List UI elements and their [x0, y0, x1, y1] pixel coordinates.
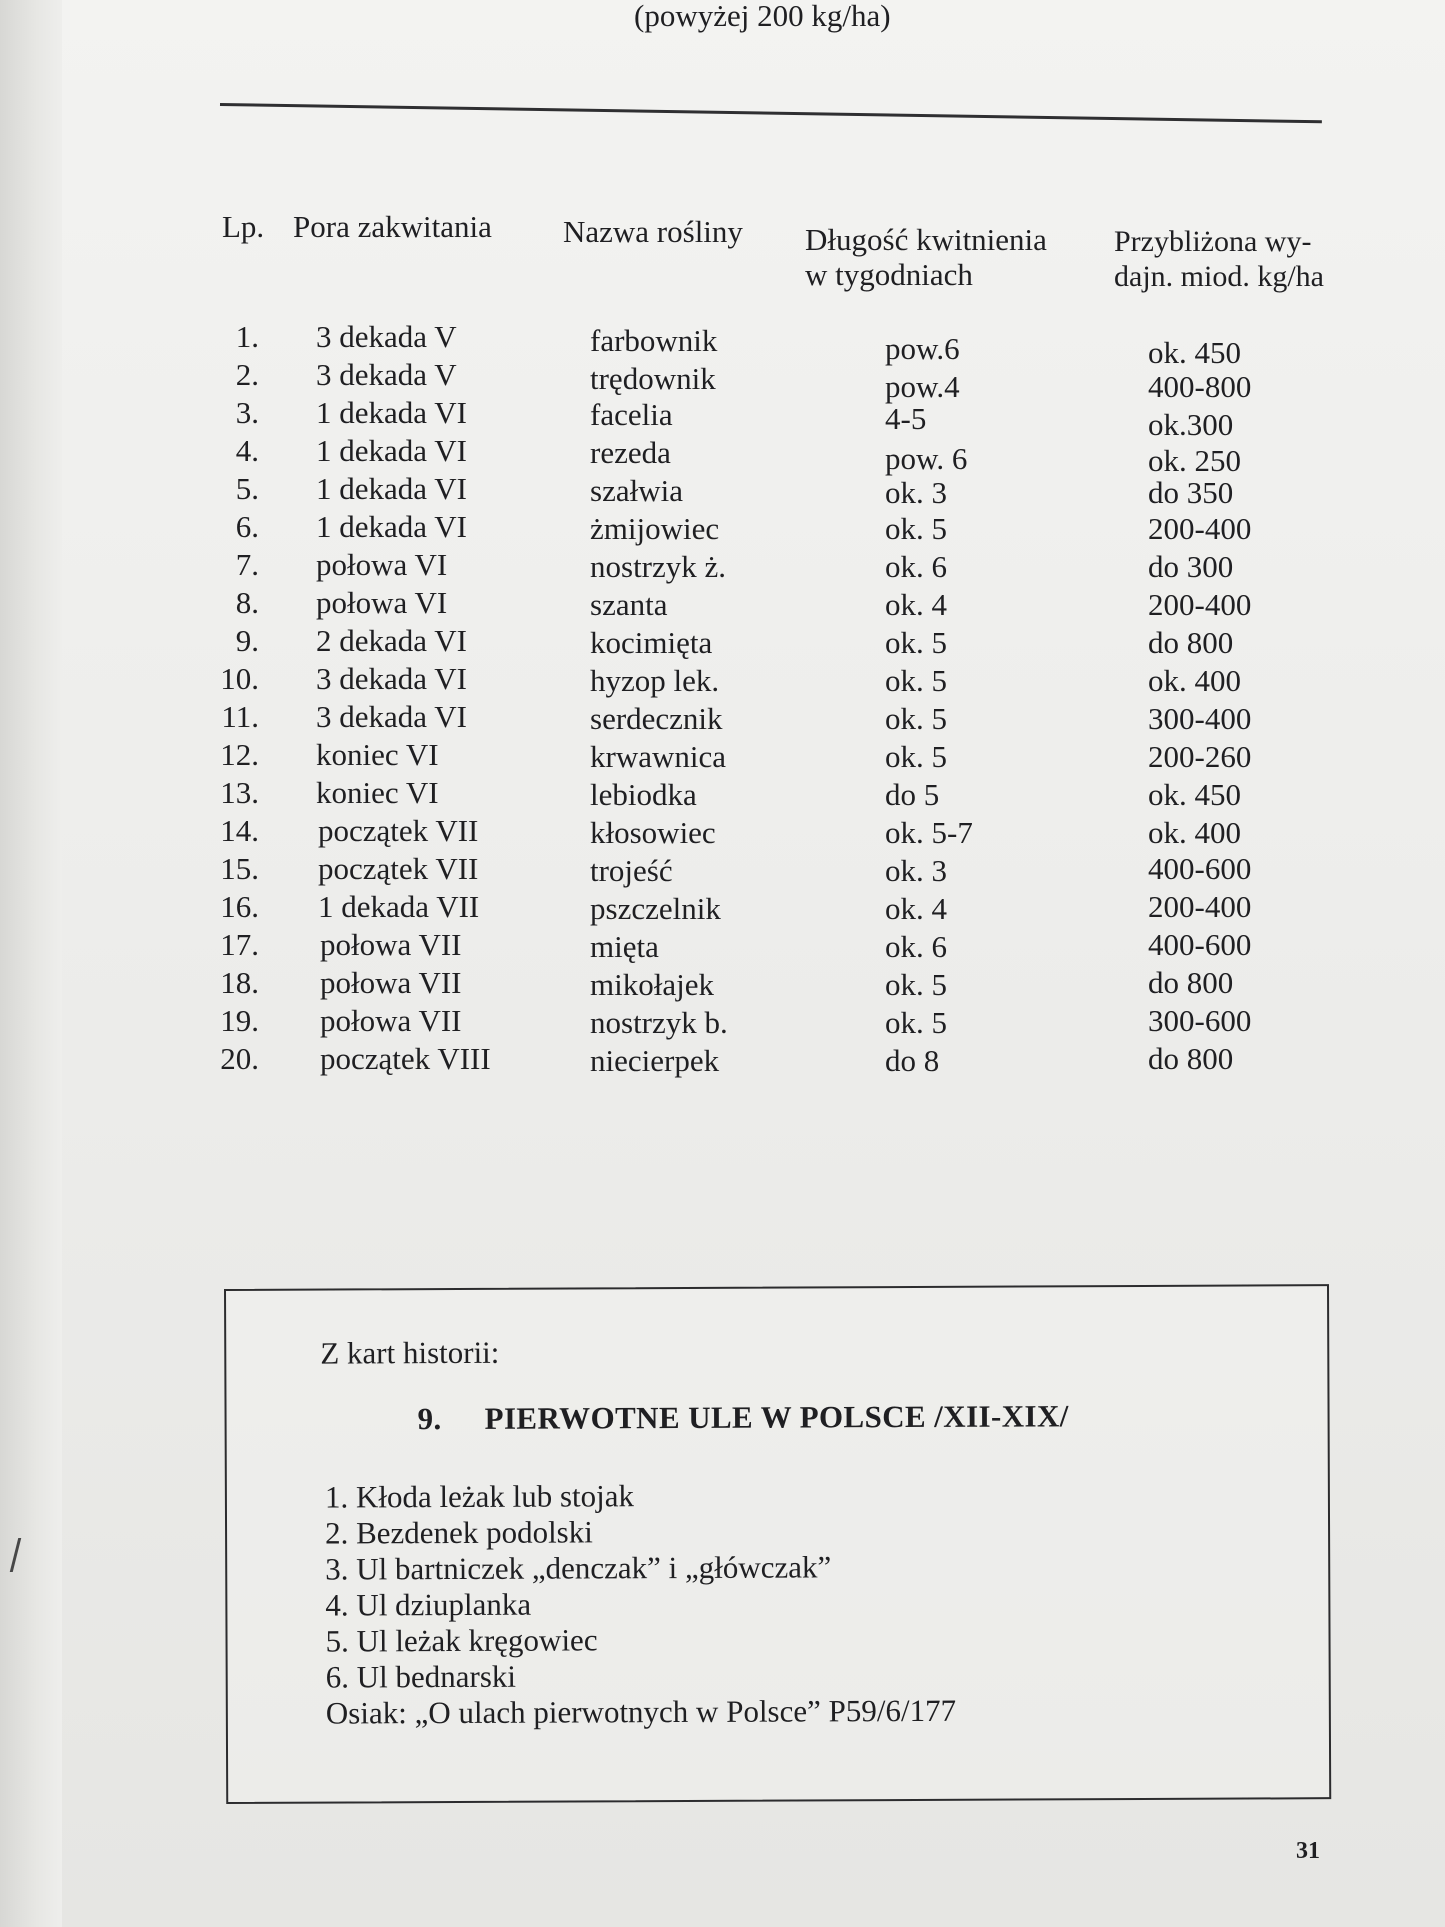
row-wydajnosc: 200-400: [1148, 511, 1252, 546]
row-lp: 12.: [220, 737, 259, 772]
row-lp: 14.: [220, 813, 259, 848]
table-row: [0, 508, 1445, 546]
history-list-item: 3. Ul bartniczek „denczak” i „główczak”: [325, 1549, 832, 1587]
history-list-item: 2. Bezdenek podolski: [324, 1514, 593, 1551]
history-list: [325, 1475, 1286, 1731]
header-dlugosc-line-1: Długość kwitnienia: [805, 222, 1047, 257]
row-lp: 11.: [221, 699, 259, 734]
row-nazwa: kocimięta: [590, 625, 713, 660]
heading-fragment: (powyżej 200 kg/ha): [634, 0, 891, 33]
row-wydajnosc: ok. 400: [1148, 815, 1241, 850]
row-wydajnosc: ok. 250: [1148, 443, 1241, 478]
row-pora: połowa VII: [320, 1003, 462, 1038]
row-wydajnosc: 300-400: [1148, 701, 1252, 736]
row-dlugosc: ok. 5: [885, 1005, 947, 1040]
row-nazwa: szanta: [590, 587, 668, 622]
row-nazwa: hyzop lek.: [590, 663, 720, 698]
row-pora: połowa VI: [316, 585, 448, 620]
row-dlugosc: do 8: [885, 1043, 940, 1078]
row-lp: 19.: [220, 1003, 259, 1038]
page-number: 31: [1296, 1838, 1320, 1864]
row-nazwa: rezeda: [590, 435, 671, 470]
table-row: [0, 1040, 1445, 1078]
row-lp: 13.: [220, 775, 259, 810]
row-pora: 1 dekada VI: [316, 471, 467, 506]
header-lp: Lp.: [222, 209, 265, 244]
row-nazwa: niecierpek: [590, 1043, 720, 1078]
row-lp: 3.: [235, 395, 259, 430]
row-wydajnosc: ok.300: [1148, 407, 1234, 442]
history-list-item: 5. Ul leżak kręgowiec: [325, 1622, 598, 1659]
row-wydajnosc: ok. 400: [1148, 663, 1241, 698]
table-row: [0, 394, 1445, 442]
table-row: [0, 622, 1445, 660]
row-lp: 18.: [220, 965, 259, 1000]
header-przyblizona-line-1: Przybliżona wy-: [1114, 225, 1312, 258]
table-row: [0, 736, 1445, 774]
row-pora: połowa VI: [316, 547, 448, 582]
table-row: [0, 888, 1445, 926]
table-row: [0, 660, 1445, 698]
row-wydajnosc: ok. 450: [1148, 335, 1241, 370]
row-nazwa: trędownik: [590, 361, 716, 396]
table-row: [0, 926, 1445, 964]
row-dlugosc: pow.4: [885, 369, 960, 404]
row-dlugosc: ok. 3: [885, 475, 947, 510]
table-row: [0, 850, 1445, 888]
row-dlugosc: do 5: [885, 777, 940, 812]
table-row: [0, 470, 1445, 508]
row-nazwa: lebiodka: [590, 777, 697, 812]
row-nazwa: nostrzyk ż.: [590, 549, 727, 584]
row-pora: 3 dekada V: [316, 319, 457, 354]
row-wydajnosc: 200-400: [1148, 889, 1252, 924]
row-dlugosc: ok. 4: [885, 587, 947, 622]
row-lp: 5.: [235, 471, 259, 506]
table-row: [0, 812, 1445, 850]
history-title-text: PIERWOTNE ULE W POLSCE /XII-XIX/: [484, 1398, 1069, 1436]
row-dlugosc: ok. 6: [885, 549, 947, 584]
history-box: [224, 1284, 1331, 1804]
row-wydajnosc: do 800: [1148, 1041, 1234, 1076]
row-wydajnosc: 200-400: [1148, 587, 1252, 622]
row-lp: 6.: [235, 509, 259, 544]
table-row: [0, 318, 1445, 370]
row-dlugosc: ok. 4: [885, 891, 947, 926]
row-dlugosc: ok. 5: [885, 663, 947, 698]
row-nazwa: szałwia: [590, 473, 683, 508]
header-dlugosc-line-2: w tygodniach: [805, 257, 973, 292]
history-list-item: 1. Kłoda leżak lub stojak: [324, 1478, 635, 1515]
header-przyblizona-wydajnosc: [1114, 224, 1324, 294]
row-pora: 3 dekada VI: [316, 661, 467, 696]
row-dlugosc: ok. 5: [885, 967, 947, 1002]
row-pora: połowa VII: [320, 965, 462, 1000]
row-dlugosc: ok. 5-7: [885, 815, 973, 850]
history-title: [417, 1396, 1068, 1439]
row-wydajnosc: do 300: [1148, 549, 1234, 584]
row-lp: 20.: [220, 1041, 259, 1076]
table-row: [0, 584, 1445, 622]
header-nazwa-rosliny: Nazwa rośliny: [563, 214, 743, 249]
row-dlugosc: ok. 5: [885, 625, 947, 660]
row-lp: 8.: [235, 585, 259, 620]
row-nazwa: nostrzyk b.: [590, 1005, 728, 1040]
table-row: [0, 432, 1445, 478]
row-nazwa: kłosowiec: [590, 815, 716, 850]
row-pora: 1 dekada VII: [318, 889, 480, 924]
row-dlugosc: pow. 6: [885, 441, 968, 476]
row-pora: 1 dekada VI: [316, 433, 467, 468]
row-lp: 17.: [220, 927, 259, 962]
row-lp: 1.: [235, 319, 259, 354]
history-title-number: 9.: [417, 1401, 442, 1437]
row-lp: 7.: [235, 547, 259, 582]
row-nazwa: farbownik: [590, 323, 718, 358]
row-nazwa: mikołajek: [590, 967, 714, 1002]
header-dlugosc-kwitnienia: [805, 222, 1047, 292]
row-wydajnosc: 400-600: [1148, 927, 1252, 962]
table-row: [0, 356, 1445, 404]
row-wydajnosc: 300-600: [1148, 1003, 1252, 1038]
history-reference: Osiak: „O ulach pierwotnych w Polsce” P59/6/177: [325, 1692, 957, 1731]
row-dlugosc: ok. 5: [885, 701, 947, 736]
row-pora: 1 dekada VI: [316, 395, 467, 430]
row-nazwa: żmijowiec: [590, 511, 720, 546]
row-nazwa: serdecznik: [590, 701, 723, 736]
row-dlugosc: ok. 6: [885, 929, 947, 964]
row-nazwa: trojeść: [590, 853, 673, 888]
row-pora: początek VII: [318, 851, 479, 886]
history-list-item: 6. Ul bednarski: [325, 1658, 517, 1695]
row-wydajnosc: 400-800: [1148, 369, 1252, 404]
row-nazwa: pszczelnik: [590, 891, 721, 926]
history-intro: Z kart historii:: [320, 1334, 500, 1371]
row-pora: 3 dekada V: [316, 357, 457, 392]
table-body: [0, 318, 1445, 1078]
history-list-item: 4. Ul dziuplanka: [325, 1586, 532, 1623]
row-dlugosc: ok. 5: [885, 511, 947, 546]
row-pora: 3 dekada VI: [316, 699, 467, 734]
row-nazwa: facelia: [590, 397, 673, 432]
row-pora: koniec VI: [316, 775, 439, 810]
table-row: [0, 546, 1445, 584]
header-pora-zakwitania: Pora zakwitania: [293, 209, 492, 244]
row-nazwa: mięta: [590, 929, 659, 964]
table-row: [0, 774, 1445, 812]
row-wydajnosc: 400-600: [1148, 851, 1252, 886]
row-lp: 2.: [235, 357, 259, 392]
table-row: [0, 964, 1445, 1002]
row-wydajnosc: ok. 450: [1148, 777, 1241, 812]
table-row: [0, 1002, 1445, 1040]
header-przyblizona-line-2: dajn. miod. kg/ha: [1114, 260, 1324, 293]
row-wydajnosc: do 350: [1148, 475, 1234, 510]
row-pora: 2 dekada VI: [316, 623, 467, 658]
row-dlugosc: 4-5: [885, 401, 927, 436]
row-pora: 1 dekada VI: [316, 509, 467, 544]
row-lp: 9.: [235, 623, 259, 658]
row-lp: 16.: [220, 889, 259, 924]
row-wydajnosc: do 800: [1148, 625, 1234, 660]
row-pora: początek VII: [318, 813, 479, 848]
row-pora: początek VIII: [320, 1041, 491, 1076]
table-row: [0, 698, 1445, 736]
row-dlugosc: ok. 5: [885, 739, 947, 774]
row-nazwa: krwawnica: [590, 739, 726, 774]
row-pora: koniec VI: [316, 737, 439, 772]
row-pora: połowa VII: [320, 927, 462, 962]
row-lp: 4.: [235, 433, 259, 468]
row-lp: 15.: [220, 851, 259, 886]
row-dlugosc: ok. 3: [885, 853, 947, 888]
row-dlugosc: pow.6: [885, 331, 960, 366]
row-wydajnosc: do 800: [1148, 965, 1234, 1000]
row-wydajnosc: 200-260: [1148, 739, 1252, 774]
row-lp: 10.: [220, 661, 259, 696]
